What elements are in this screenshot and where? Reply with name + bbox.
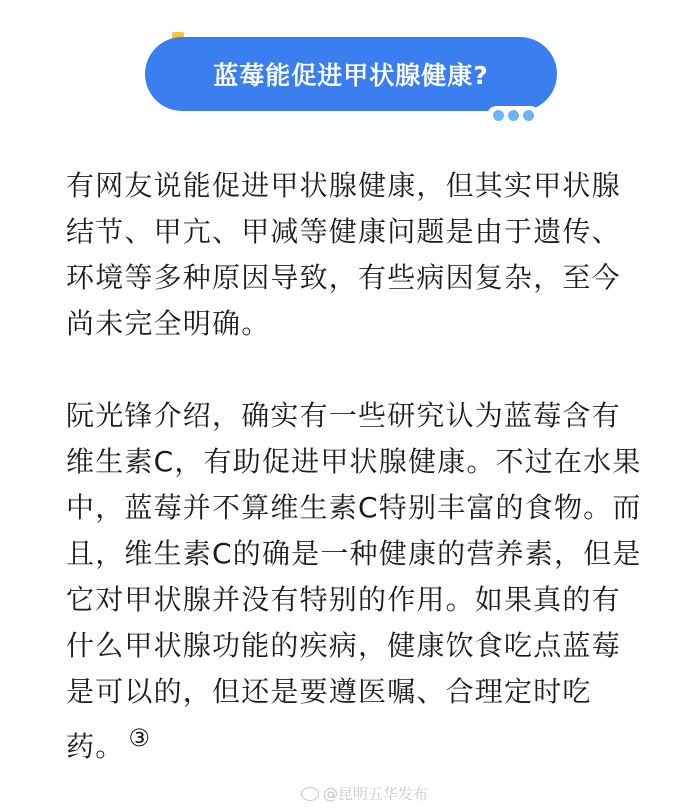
dot-icon <box>493 110 504 121</box>
paragraph-2-text: 阮光锋介绍，确实有一些研究认为蓝莓含有维生素C，有助促进甲状腺健康。不过在水果中，蓝莓并不算维生素C特别丰富的食物。而且，维生素C的确是一种健康的营养素，但是它对甲状腺并没有特别的作用。如果真的有什么甲状腺功能的疾病，健康饮食吃点蓝莓是可以的，但还是要遵医嘱、合理定时吃药。 <box>66 399 642 763</box>
paragraph-2 <box>66 393 646 770</box>
dot-icon <box>523 110 534 121</box>
dot-icon <box>508 110 519 121</box>
article-body <box>66 163 646 770</box>
watermark <box>301 783 428 804</box>
title-pill <box>145 37 557 111</box>
page-title: 蓝莓能促进甲状腺健康? <box>213 61 489 90</box>
title-banner <box>145 30 557 118</box>
paragraph-1: 有网友说能促进甲状腺健康，但其实甲状腺结节、甲亢、甲减等健康问题是由于遗传、环境等多种原因导致，有些病因复杂，至今尚未完全明确。 <box>66 169 621 340</box>
weibo-icon <box>301 787 319 801</box>
footnote-mark: ③ <box>128 724 152 752</box>
decorative-dots-icon <box>487 106 540 125</box>
watermark-text: @昆明五华发布 <box>322 785 428 803</box>
